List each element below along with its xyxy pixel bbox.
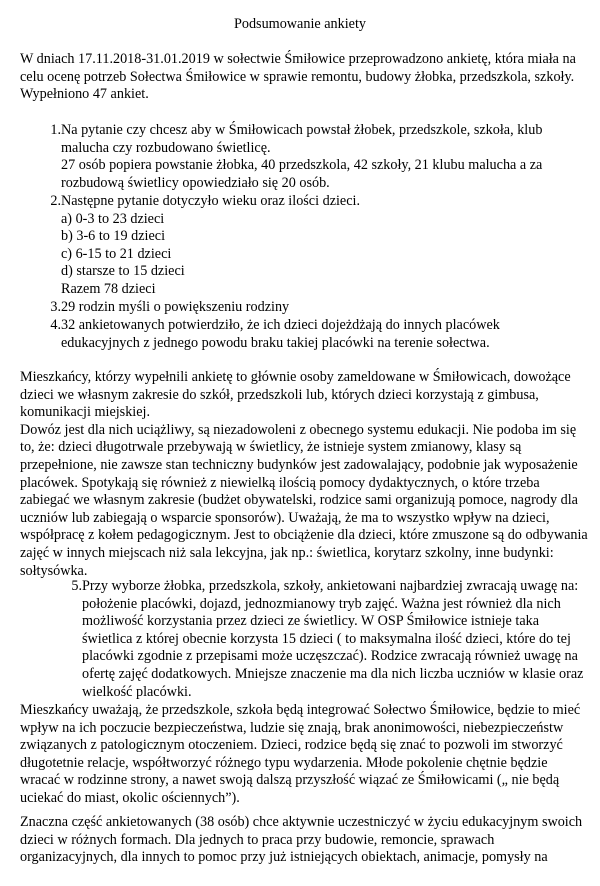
list-marker: 1.: [50, 122, 61, 138]
text-line: W dniach 17.11.2018-31.01.2019 w sołectwie Śmiłowice przeprowadzono ankietę, która miała na: [20, 51, 576, 67]
text-line: dzieci we własnym zakresie do szkół, przedszkoli lub, których dzieci korzystają z gimbusa,: [20, 386, 539, 403]
text-line: wracać w rodzinne strony, a nawet swoją dalszą przyszłość wiązać ze Śmiłowicami („ nie będą: [20, 772, 560, 789]
text-line: Razem 78 dzieci: [61, 280, 156, 297]
list-item-1: [61, 122, 592, 192]
text-line: współpracę z kołem pedagogicznym. Jest to obciążenie dla dzieci, które zmuszone są do odbywania: [20, 527, 588, 544]
list-item-5: [82, 578, 592, 701]
list-marker: 4.: [50, 317, 61, 333]
text-line: komunikacji miejskiej.: [20, 404, 151, 421]
list-marker: 5.: [71, 578, 82, 594]
text-line: Dowóz jest dla nich uciążliwy, są niezadowoleni z obecnego systemu edukacji. Nie podoba im się: [20, 421, 577, 438]
text-line: Przy wyborze żłobka, przedszkola, szkoły, ankietowani najbardziej zwracają uwagę na:: [82, 578, 579, 594]
text-line: 32 ankietowanych potwierdziło, że ich dzieci dojeżdżają do innych placówek: [61, 317, 500, 333]
text-line: placówek. Spotykają się również z niewielką ilością pomocy dydaktycznych, o które trzeba: [20, 474, 540, 491]
text-line: przepełnione, nie zawsze stan techniczny budynków jest zadowalający, podobnie jak wyposażenie: [20, 456, 578, 473]
text-line: położenie placówki, dojazd, jednozmianowy tryb zajęć. Ważna jest również dla nich: [82, 595, 561, 612]
text-line: uciekać do miast, okolic ościennych”).: [20, 789, 240, 806]
text-line: to, że: dzieci długotrwale przebywają w świetlicy, że istnieje system zmianowy, klasy są: [20, 439, 522, 456]
text-line: długotetnie relacje, współtworzyć różnego typu wydarzenia. Młode pokolenie chętnie będzie: [20, 754, 548, 771]
text-line: możliwość korzystania przez dzieci ze świetlicy. W OSP Śmiłowice istnieje taka: [82, 613, 540, 630]
text-line: uczniów lub zabiegają o wsparcie sponsorów). Uważają, że ma to wszystko wpływ na dzieci,: [20, 509, 550, 526]
residents-paragraph: [20, 369, 592, 580]
text-line: rozbudową świetlicy opowiedziało się 20 osób.: [61, 174, 330, 191]
text-line: celu ocenę potrzeb Sołectwa Śmiłowice w sprawie remontu, budowy żłobka, przedszkola, szkoły.: [20, 68, 575, 85]
text-line: Wypełniono 47 ankiet.: [20, 86, 149, 103]
text-line: placówki zgodnie z przepisami może uczęszczać). Rodzice zwracają również uwagę na: [82, 648, 578, 665]
participation-paragraph: [20, 814, 592, 867]
text-line: 27 osób popiera powstanie żłobka, 40 przedszkola, 42 szkoły, 21 klubu malucha a za: [61, 157, 543, 174]
text-line: malucha czy rozbudowano świetlicę.: [61, 139, 271, 156]
list-item-4: [61, 317, 592, 352]
text-line: d) starsze to 15 dzieci: [61, 263, 185, 280]
text-line: Znaczna część ankietowanych (38 osób) chce aktywnie uczestniczyć w życiu edukacyjnym swoich: [20, 814, 583, 830]
text-line: wielkość placówki.: [82, 683, 192, 700]
integration-paragraph: [20, 702, 592, 808]
intro-paragraph: [20, 51, 592, 104]
text-line: sołtysówka.: [20, 562, 88, 579]
list-item-3: [61, 299, 592, 317]
text-line: wpływ na ich poczucie bezpieczeństwa, ludzie się znają, brak anonimowości, niebezpieczeństw: [20, 719, 564, 736]
list-marker: 3.: [50, 299, 61, 315]
list-marker: 2.: [50, 193, 61, 209]
text-line: zajęć w innych miejscach niż sala lekcyjna, jak np.: świetlica, korytarz szkolny, inne budynki:: [20, 544, 554, 561]
text-line: Następne pytanie dotyczyło wieku oraz ilości dzieci.: [61, 193, 361, 209]
text-line: b) 3-6 to 19 dzieci: [61, 228, 166, 245]
text-line: świetlica z której obecnie korzysta 15 dzieci ( to maksymalna ilość dzieci, które do tej: [82, 630, 571, 647]
text-line: 29 rodzin myśli o powiększeniu rodziny: [61, 299, 290, 315]
text-line: Mieszkańcy, którzy wypełnili ankietę to głównie osoby zameldowane w Śmiłowicach, dowożące: [20, 369, 571, 385]
document-title: Podsumowanie ankiety: [233, 16, 366, 32]
text-line: związanych z patologicznym otoczeniem. Dzieci, rodzice będą się znać to pozwoli im stworzyć: [20, 737, 563, 754]
text-line: ofertę zajęć dodatkowych. Mniejsze znaczenie ma dla nich liczba uczniów w klasie oraz: [82, 665, 584, 682]
list-item-2: [61, 193, 592, 299]
text-line: c) 6-15 to 21 dzieci: [61, 245, 172, 262]
text-line: Na pytanie czy chcesz aby w Śmiłowicach powstał żłobek, przedszkole, szkoła, klub: [61, 122, 543, 138]
text-line: a) 0-3 to 23 dzieci: [61, 210, 165, 227]
text-line: edukacyjnych z jednego powodu braku takiej placówki na terenie sołectwa.: [61, 334, 490, 351]
text-line: organizacyjnych, dla innych to pomoc przy już istniejących obiektach, animacje, pomysły na: [20, 849, 548, 866]
text-line: dzieci w różnych formach. Dla jednych to praca przy budowie, remoncie, sprawach: [20, 831, 495, 848]
text-line: zabiegać we własnym zakresie (budżet obywatelski, rodzice sami organizują pomoce, nagrody dla: [20, 492, 578, 509]
text-line: Mieszkańcy uważają, że przedszkole, szkoła będą integrować Sołectwo Śmiłowice, będzie to mieć: [20, 702, 581, 718]
